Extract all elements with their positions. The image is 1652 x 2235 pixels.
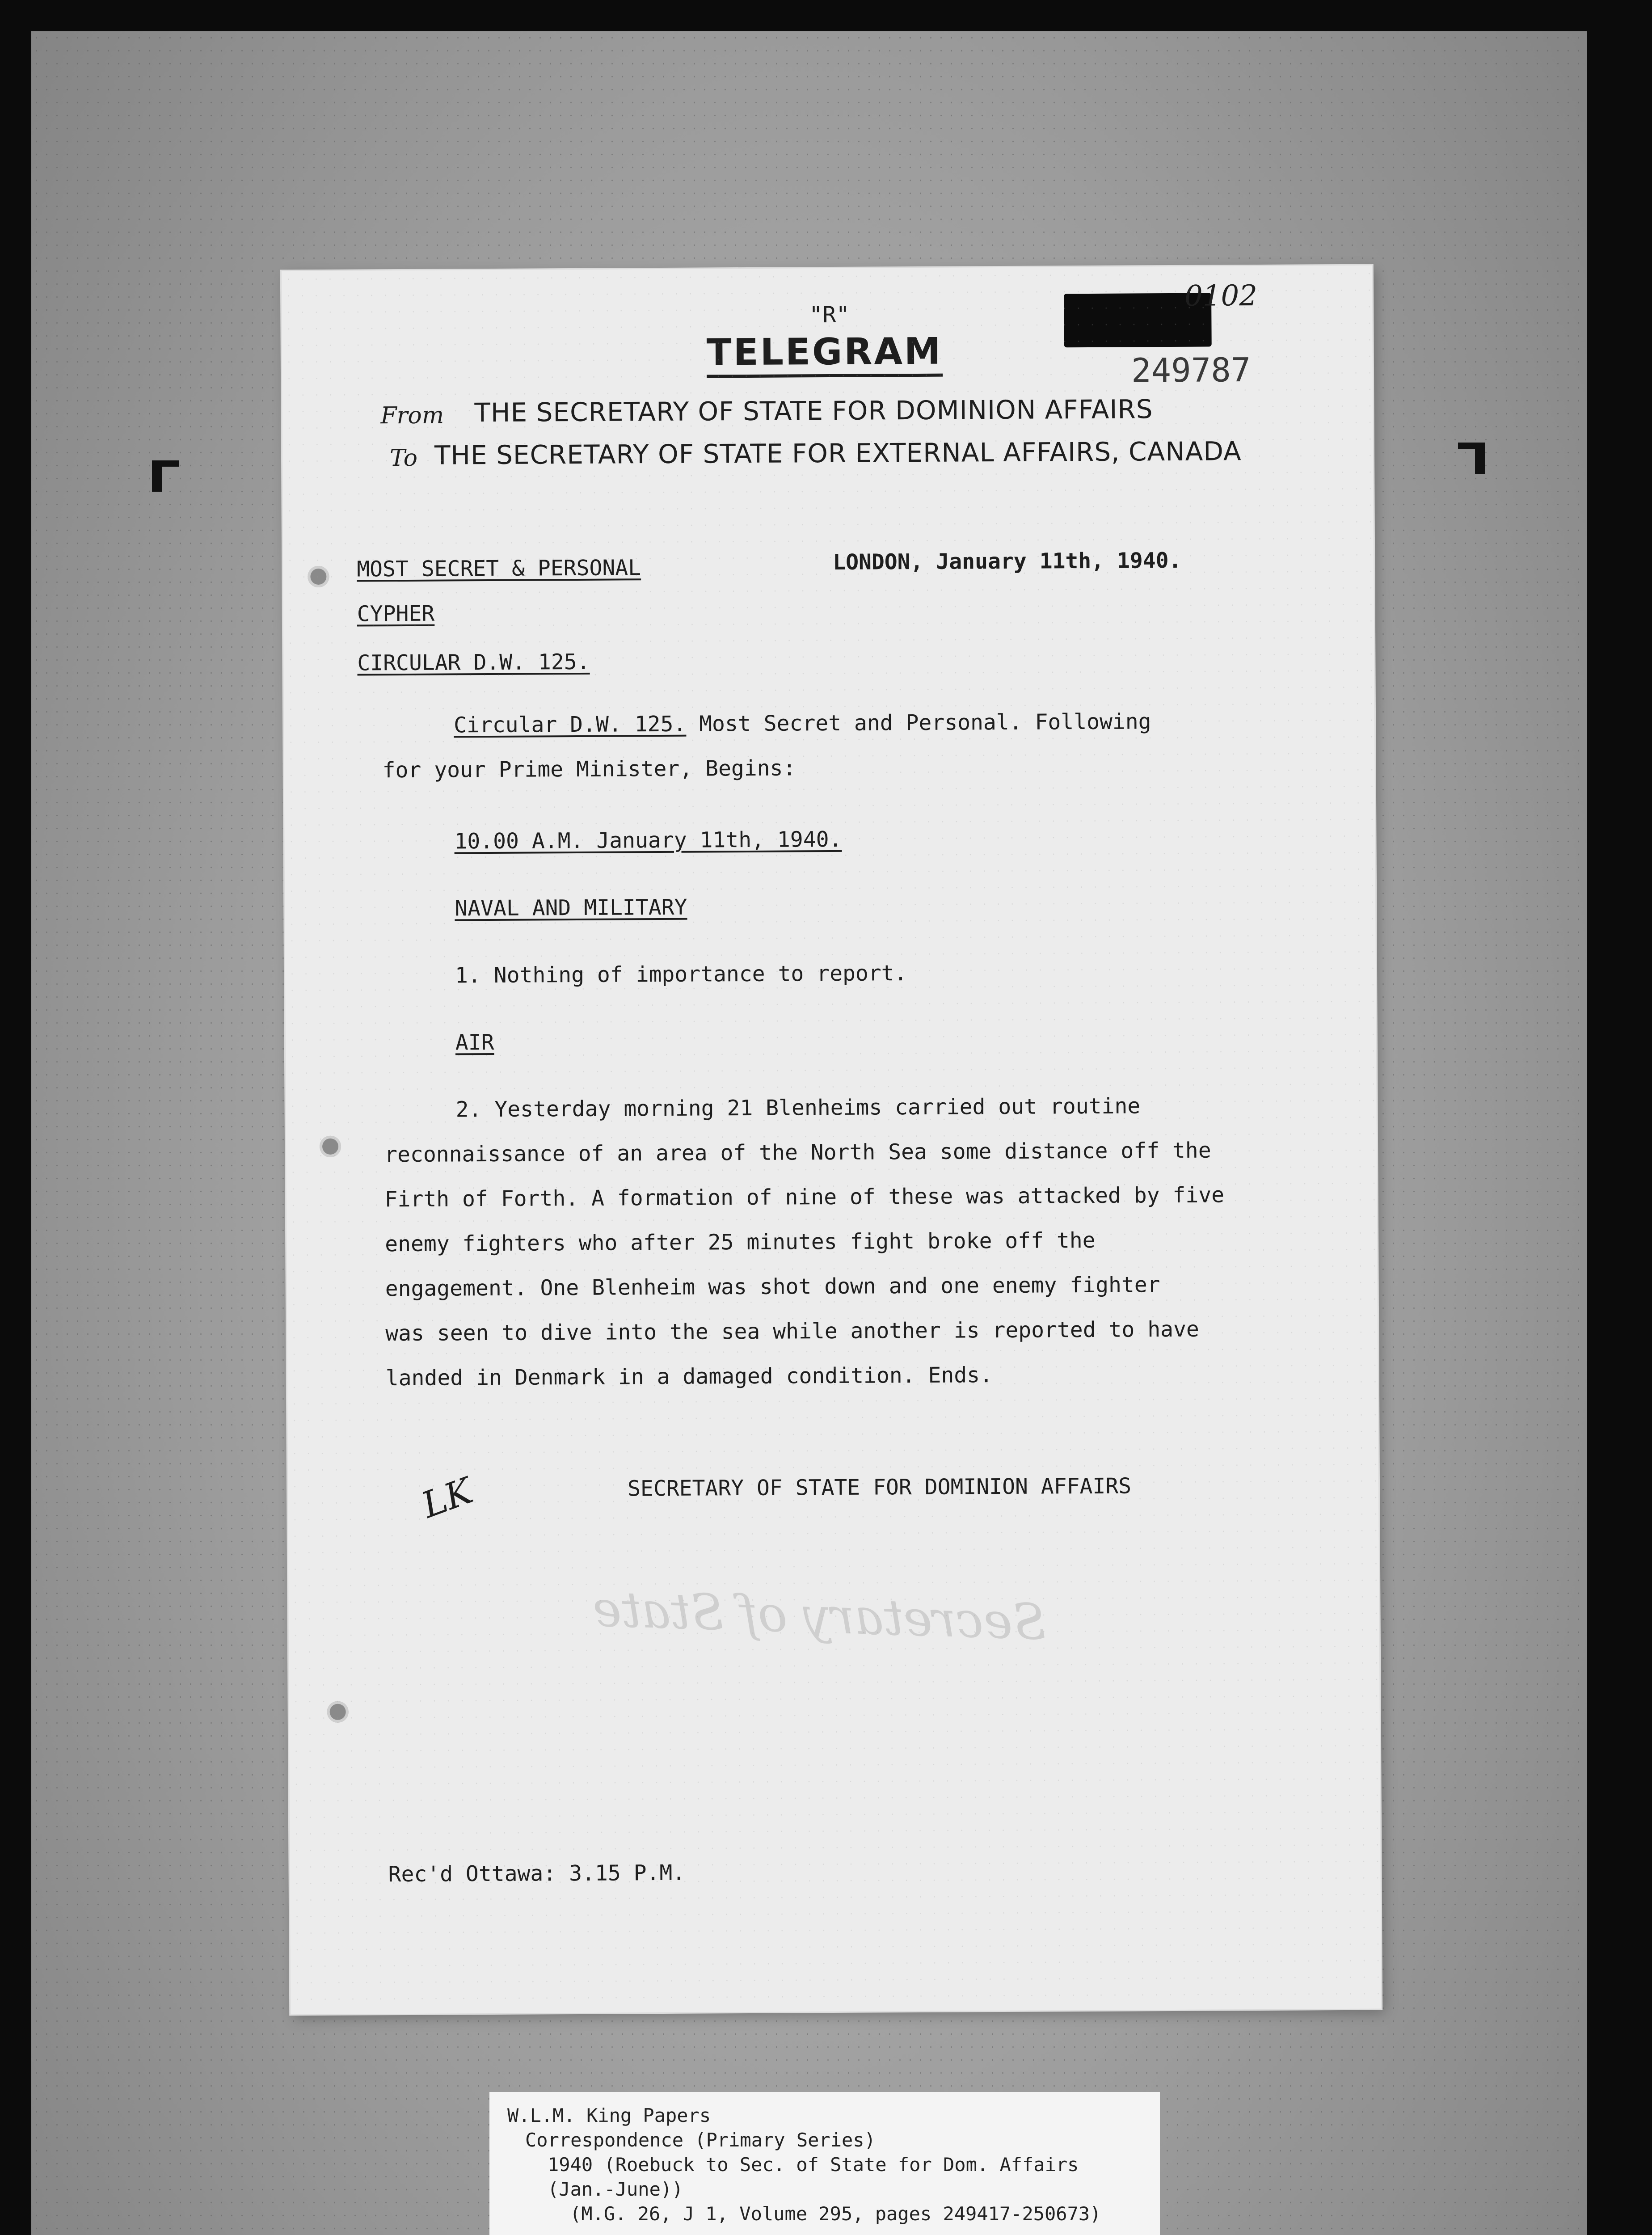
stamped-page-number: 249787: [1131, 351, 1251, 390]
cypher-label: CYPHER: [357, 601, 435, 627]
catalogue-line: W.L.M. King Papers: [507, 2104, 711, 2126]
received-time: Rec'd Ottawa: 3.15 P.M.: [388, 1860, 686, 1887]
bleed-through-text: Secretary of State: [591, 1580, 1047, 1651]
body-line: engagement. One Blenheim was shot down and one enemy fighter: [385, 1272, 1160, 1302]
to-label: To: [389, 444, 418, 472]
r-mark: "R": [809, 301, 850, 328]
telegram-document: [282, 266, 1381, 2015]
air-heading: AIR: [455, 1029, 494, 1055]
intro-reference: Circular D.W. 125.: [453, 711, 687, 738]
punch-hole-icon: [320, 1136, 341, 1157]
to-text: THE SECRETARY OF STATE FOR EXTERNAL AFFAIRS, CANADA: [434, 436, 1242, 471]
body-line: reconnaissance of an area of the North Sea some distance off the: [384, 1138, 1211, 1168]
body-line: landed in Denmark in a damaged condition. Ends.: [385, 1362, 993, 1391]
intro-line-1: [454, 709, 1151, 738]
catalogue-line: (Jan.-June)): [548, 2178, 683, 2200]
body-line: was seen to dive into the sea while another is reported to have: [385, 1316, 1199, 1346]
circular-number: CIRCULAR D.W. 125.: [357, 649, 590, 676]
time-line: 10.00 A.M. January 11th, 1940.: [454, 827, 842, 854]
catalogue-line: (M.G. 26, J 1, Volume 295, pages 249417-250673): [570, 2203, 1101, 2225]
item-1: 1. Nothing of importance to report.: [455, 961, 907, 988]
intro-text: Most Secret and Personal. Following: [686, 709, 1151, 737]
intro-line-2: for your Prime Minister, Begins:: [382, 755, 796, 783]
signature-block: SECRETARY OF STATE FOR DOMINION AFFAIRS: [627, 1473, 1132, 1501]
punch-hole-icon: [308, 566, 329, 587]
handwritten-reference: 0102: [1184, 279, 1258, 313]
telegram-title: TELEGRAM: [707, 330, 943, 378]
crop-mark-top-left: [152, 460, 162, 492]
body-line: Firth of Forth. A formation of nine of these was attacked by five: [384, 1182, 1225, 1212]
crop-mark-top-right: [1475, 443, 1485, 474]
catalogue-line: 1940 (Roebuck to Sec. of State for Dom. Affairs: [548, 2154, 1079, 2176]
body-line: 2. Yesterday morning 21 Blenheims carried out routine: [455, 1093, 1141, 1122]
handwritten-initials: LK: [416, 1469, 478, 1527]
catalogue-line: Correspondence (Primary Series): [525, 2129, 876, 2151]
body-line: enemy fighters who after 25 minutes fight broke off the: [385, 1227, 1096, 1257]
from-text: THE SECRETARY OF STATE FOR DOMINION AFFAIRS: [474, 394, 1153, 428]
punch-hole-icon: [327, 1701, 349, 1723]
place-date: LONDON, January 11th, 1940.: [833, 548, 1182, 575]
naval-heading: NAVAL AND MILITARY: [455, 894, 687, 921]
classification: MOST SECRET & PERSONAL: [357, 555, 641, 582]
catalogue-label: [489, 2092, 1160, 2235]
from-label: From: [380, 402, 444, 430]
